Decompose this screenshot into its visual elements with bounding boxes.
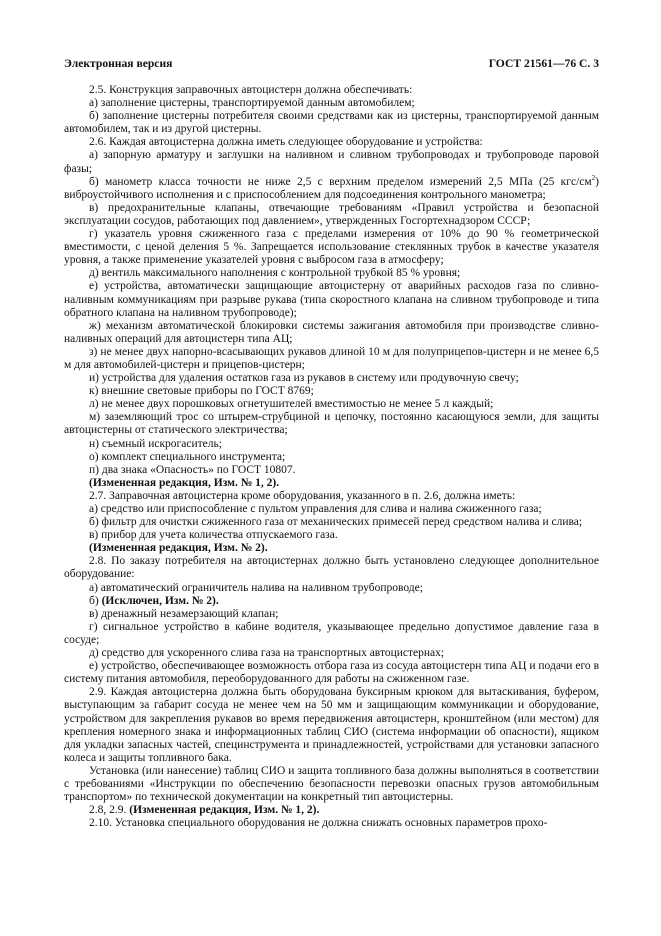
paragraph bbox=[64, 97, 599, 110]
paragraph bbox=[64, 503, 599, 516]
paragraph bbox=[64, 398, 599, 411]
paragraph bbox=[64, 411, 599, 437]
paragraph-text: г) сигнальное устройство в кабине водителя, указывающее предельно допустимое давление газа в сосуде; bbox=[64, 620, 599, 646]
paragraph bbox=[64, 438, 599, 451]
paragraph-text: л) не менее двух порошковых огнетушителей вместимостью не менее 5 л каждый; bbox=[89, 398, 494, 411]
paragraph-text: 2.6. Каждая автоцистерна должна иметь следующее оборудование и устройства: bbox=[89, 136, 483, 149]
paragraph-text: а) автоматический ограничитель налива на наливном трубопроводе; bbox=[89, 581, 423, 594]
paragraph bbox=[64, 647, 599, 660]
paragraph-text: е) устройство, обеспечивающее возможность отбора газа из сосуда автоцистерн типа АЦ и подачи его в систему питания автомобиля, переоборудованного для работы на сжиженном газе. bbox=[64, 660, 599, 686]
paragraph-text: (Измененная редакция, Изм. № 2). bbox=[89, 542, 268, 555]
paragraph-bold-note: (Исключен, Изм. № 2). bbox=[101, 594, 219, 607]
paragraph bbox=[64, 555, 599, 581]
paragraph bbox=[64, 542, 599, 555]
paragraph-text: 2.9. Каждая автоцистерна должна быть оборудована буксирным крюком для вытаскивания, буфером, выступающим за габарит сосуда не менее чем на 50 мм и защищающим коммуникации и оборудование, устройством для закрепления рукавов во время передвижения автоцистерн, кронштейном (или местом) для крепления номерного знака и информационных таблиц СИО (система информации об опасности), ящиком для укладки запасных частей, специнструмента и принадлежностей, устройствами для установки запасного колеса и защиты топливного бака. bbox=[64, 686, 599, 764]
paragraph bbox=[64, 595, 599, 608]
paragraph-text: е) устройства, автоматически защищающие автоцистерну от аварийных расходов газа по сливно-наливным коммуникациям при разрыве рукава (типа скоростного клапана на сливном трубопроводе и типа обратного клапана на наливном трубопроводе); bbox=[64, 280, 599, 319]
paragraph-text: а) заполнение цистерны, транспортируемой данным автомобилем; bbox=[89, 97, 415, 110]
paragraph-text: а) средство или приспособление с пультом управления для слива и налива сжиженного газа; bbox=[89, 503, 542, 515]
paragraph bbox=[64, 110, 599, 136]
paragraph bbox=[64, 385, 599, 398]
paragraph bbox=[64, 280, 599, 319]
paragraph-text: ж) механизм автоматической блокировки системы зажигания автомобиля при производстве сливно-наливных операций для автоцистерн типа АЦ; bbox=[64, 319, 599, 345]
paragraph bbox=[64, 228, 599, 267]
paragraph-text: в) дренажный незамерзающий клапан; bbox=[89, 607, 279, 620]
paragraph-text: (Измененная редакция, Изм. № 1, 2). bbox=[89, 476, 280, 489]
paragraph-text: г) указатель уровня сжиженного газа с пределами измерения от 10% до 90 % геометрической вместимости, с ценой деления 5 %. Запрещается использование стеклянных трубок в качестве указателя уровня, а также применение указателей уровня с выбросом газа в атмосферу; bbox=[64, 228, 599, 267]
paragraph-text: д) средство для ускоренного слива газа на транспортных автоцистернах; bbox=[89, 647, 445, 660]
paragraph bbox=[64, 149, 599, 175]
paragraph bbox=[64, 804, 599, 817]
paragraph bbox=[64, 136, 599, 149]
paragraph-text: м) заземляющий трос со штырем-струбциной и цепочку, постоянно касающуюся земли, для защиты автоцистерны от статического электричества; bbox=[64, 411, 599, 437]
paragraph bbox=[64, 686, 599, 765]
paragraph-text: б) манометр класса точности не ниже 2,5 с верхним пределом измерений 2,5 МПа (25 кгс/см bbox=[89, 175, 592, 188]
paragraph-text: н) съемный искрогаситель; bbox=[89, 437, 222, 450]
paragraph bbox=[64, 173, 599, 202]
paragraph-text: к) внешние световые приборы по ГОСТ 8769; bbox=[89, 385, 314, 398]
paragraph-text: б) заполнение цистерны потребителя своими средствами как из цистерны, транспортируемой данным автомобилем, так и из другой цистерны. bbox=[64, 110, 599, 136]
page-header bbox=[64, 57, 599, 70]
paragraph-text: и) устройства для удаления остатков газа из рукавов в систему или продувочную свечу; bbox=[89, 372, 519, 385]
paragraph bbox=[64, 320, 599, 346]
paragraph bbox=[64, 372, 599, 385]
paragraph-text: в) прибор для учета количества отпускаемого газа. bbox=[89, 529, 338, 542]
paragraph-text: о) комплект специального инструмента; bbox=[89, 450, 286, 463]
paragraph-text: п) два знака «Опасность» по ГОСТ 10807. bbox=[89, 463, 296, 476]
paragraph-text: 2.8, 2.9. bbox=[89, 804, 130, 817]
paragraph-text: б) bbox=[89, 594, 102, 607]
paragraph bbox=[64, 490, 599, 503]
paragraph-text: 2.8. По заказу потребителя на автоцистернах должно быть установлено следующее дополнительное оборудование: bbox=[64, 555, 599, 581]
paragraph-bold-note: (Измененная редакция, Изм. № 1, 2). bbox=[129, 804, 320, 817]
paragraph bbox=[64, 464, 599, 477]
paragraph-text: б) фильтр для очистки сжиженного газа от механических примесей перед средством налива и слива; bbox=[89, 516, 583, 529]
paragraph-text: 2.7. Заправочная автоцистерна кроме оборудования, указанного в п. 2.6, должна иметь: bbox=[89, 489, 516, 502]
header-left: Электронная версия bbox=[64, 57, 173, 70]
paragraph bbox=[64, 621, 599, 647]
paragraph bbox=[64, 817, 599, 830]
paragraph bbox=[64, 765, 599, 804]
paragraph bbox=[64, 582, 599, 595]
paragraph-tail: ) виброустойчивого исполнения и с приспособлением для подсоединения контрольного манометра; bbox=[64, 175, 599, 201]
paragraph bbox=[64, 477, 599, 490]
paragraph-text: з) не менее двух напорно-всасывающих рукавов длиной 10 м для полуприцепов-цистерн и не менее 6,5 м для автомобилей-цистерн и прицепов-цистерн; bbox=[64, 345, 599, 371]
paragraph-text: Установка (или нанесение) таблиц СИО и защита топливного база должны выполняться в соответствии с требованиями «Инструкции по обеспечению безопасности перевозки опасных грузов автомобильным транспортом» по технической документации на конкретный тип автоцистерны. bbox=[64, 764, 599, 804]
paragraph bbox=[64, 516, 599, 529]
document-body bbox=[64, 84, 599, 830]
paragraph-text: д) вентиль максимального наполнения с контрольной трубкой 85 % уровня; bbox=[89, 267, 461, 280]
paragraph bbox=[64, 267, 599, 280]
paragraph-text: 2.5. Конструкция заправочных автоцистерн должна обеспечивать: bbox=[89, 84, 413, 96]
paragraph bbox=[64, 346, 599, 372]
superscript: 2 bbox=[591, 173, 596, 182]
paragraph bbox=[64, 202, 599, 228]
paragraph-text: а) запорную арматуру и заглушки на наливном и сливном трубопроводах и трубопроводе паровой фазы; bbox=[64, 149, 599, 175]
paragraph bbox=[64, 608, 599, 621]
paragraph-text: в) предохранительные клапаны, отвечающие требованиям «Правил устройства и безопасной эксплуатации сосудов, работающих под давлением», утвержденных Госгортехнадзором СССР; bbox=[64, 201, 599, 227]
paragraph bbox=[64, 451, 599, 464]
paragraph bbox=[64, 84, 599, 97]
paragraph bbox=[64, 660, 599, 686]
paragraph-text: 2.10. Установка специального оборудования не должна снижать основных параметров прохо- bbox=[89, 817, 548, 830]
header-right: ГОСТ 21561—76 С. 3 bbox=[488, 57, 599, 70]
paragraph bbox=[64, 529, 599, 542]
